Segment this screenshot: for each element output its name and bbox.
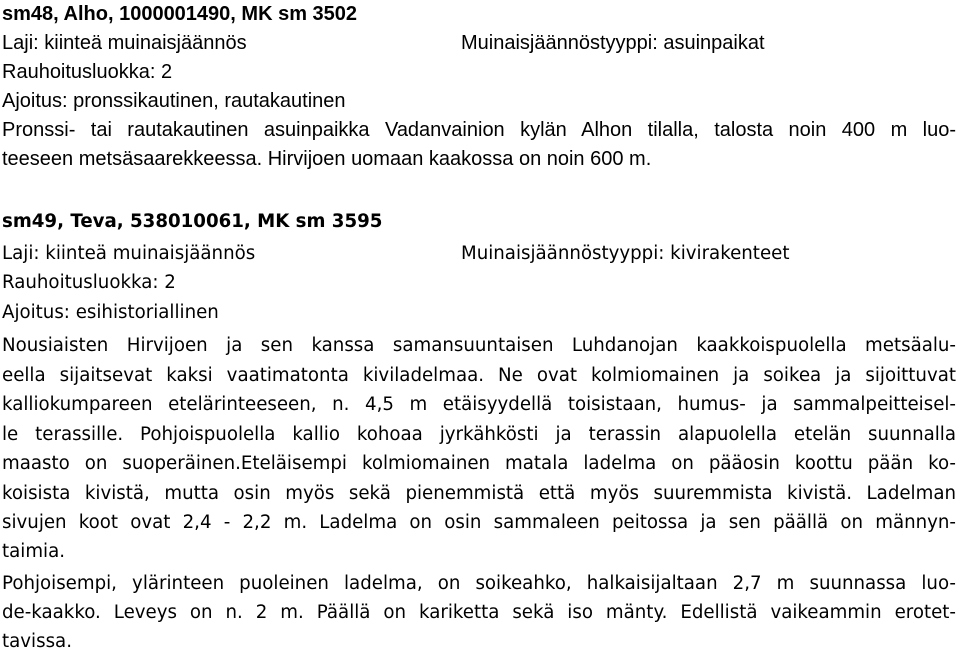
entry1-ajoitus: Ajoitus: pronssikautinen, rautakautinen: [2, 90, 346, 112]
entry1-tyyppi: Muinaisjäännöstyyppi: asuinpaikat: [461, 32, 765, 54]
entry2-laji: Laji: kiinteä muinaisjäännös: [2, 243, 256, 264]
entry2-desc-line-2: eella sijaitsevat kaksi vaatimatonta kiviladelmaa. Ne ovat kolmiomainen ja soikea ja sijoittuvat: [2, 365, 956, 386]
entry2-desc-line-3: kalliokumpareen etelärinteeseen, n. 4,5 m etäisyydellä toisistaan, humus- ja sammalpeitteisel-: [2, 394, 956, 415]
entry2-desc-line-8: taimia.: [2, 541, 66, 562]
entry2-desc-line-11: tavissa.: [2, 631, 72, 652]
entry1-desc-line-1: Pronssi- tai rautakautinen asuinpaikka Vadanvainion kylän Alhon tilalla, talosta noin 400 m luo-: [2, 119, 956, 141]
entry2-desc-line-9: Pohjoisempi, ylärinteen puoleinen ladelma, on soikeahko, halkaisijaltaan 2,7 m suunnassa luo-: [2, 573, 956, 594]
entry1-heading: sm48, Alho, 1000001490, MK sm 3502: [2, 3, 358, 25]
entry2-heading: sm49, Teva, 538010061, MK sm 3595: [2, 211, 383, 232]
entry2-desc-line-7: sivujen koot ovat 2,4 - 2,2 m. Ladelma on osin sammaleen peitossa ja sen päällä on männyn-: [2, 512, 956, 533]
entry1-laji: Laji: kiinteä muinaisjäännös: [2, 32, 247, 54]
entry2-desc-line-10: de-kaakko. Leveys on n. 2 m. Päällä on kariketta sekä iso mänty. Edellistä vaikeammin erotet-: [2, 602, 956, 623]
entry2-ajoitus: Ajoitus: esihistoriallinen: [2, 302, 219, 323]
entry1-desc-line-2: teeseen metsäsaarekkeessa. Hirvijoen uomaan kaakossa on noin 600 m.: [2, 148, 652, 170]
entry2-desc-line-4: le terassille. Pohjoispuolella kallio kohoaa jyrkähköstі ja terassin alapuolella etelän suunnalla: [2, 424, 956, 445]
entry1-rauhoitus: Rauhoitusluokka: 2: [2, 61, 173, 83]
entry2-desc-line-6: koisista kivistä, mutta osin myös sekä pienemmistä että myös suuremmista kivistä. Ladelman: [2, 483, 956, 504]
entry2-rauhoitus: Rauhoitusluokka: 2: [2, 272, 176, 293]
entry2-desc-line-5: maasto on suoperäinen.Eteläisempi kolmiomainen matala ladelma on pääosin koottu pään ko-: [2, 453, 956, 474]
entry2-desc-line-1: Nousiaisten Hirvijoen ja sen kanssa samansuuntaisen Luhdanojan kaakkoispuolella metsäalu-: [2, 335, 956, 356]
entry2-tyyppi: Muinaisjäännöstyyppi: kivirakenteet: [461, 243, 790, 264]
